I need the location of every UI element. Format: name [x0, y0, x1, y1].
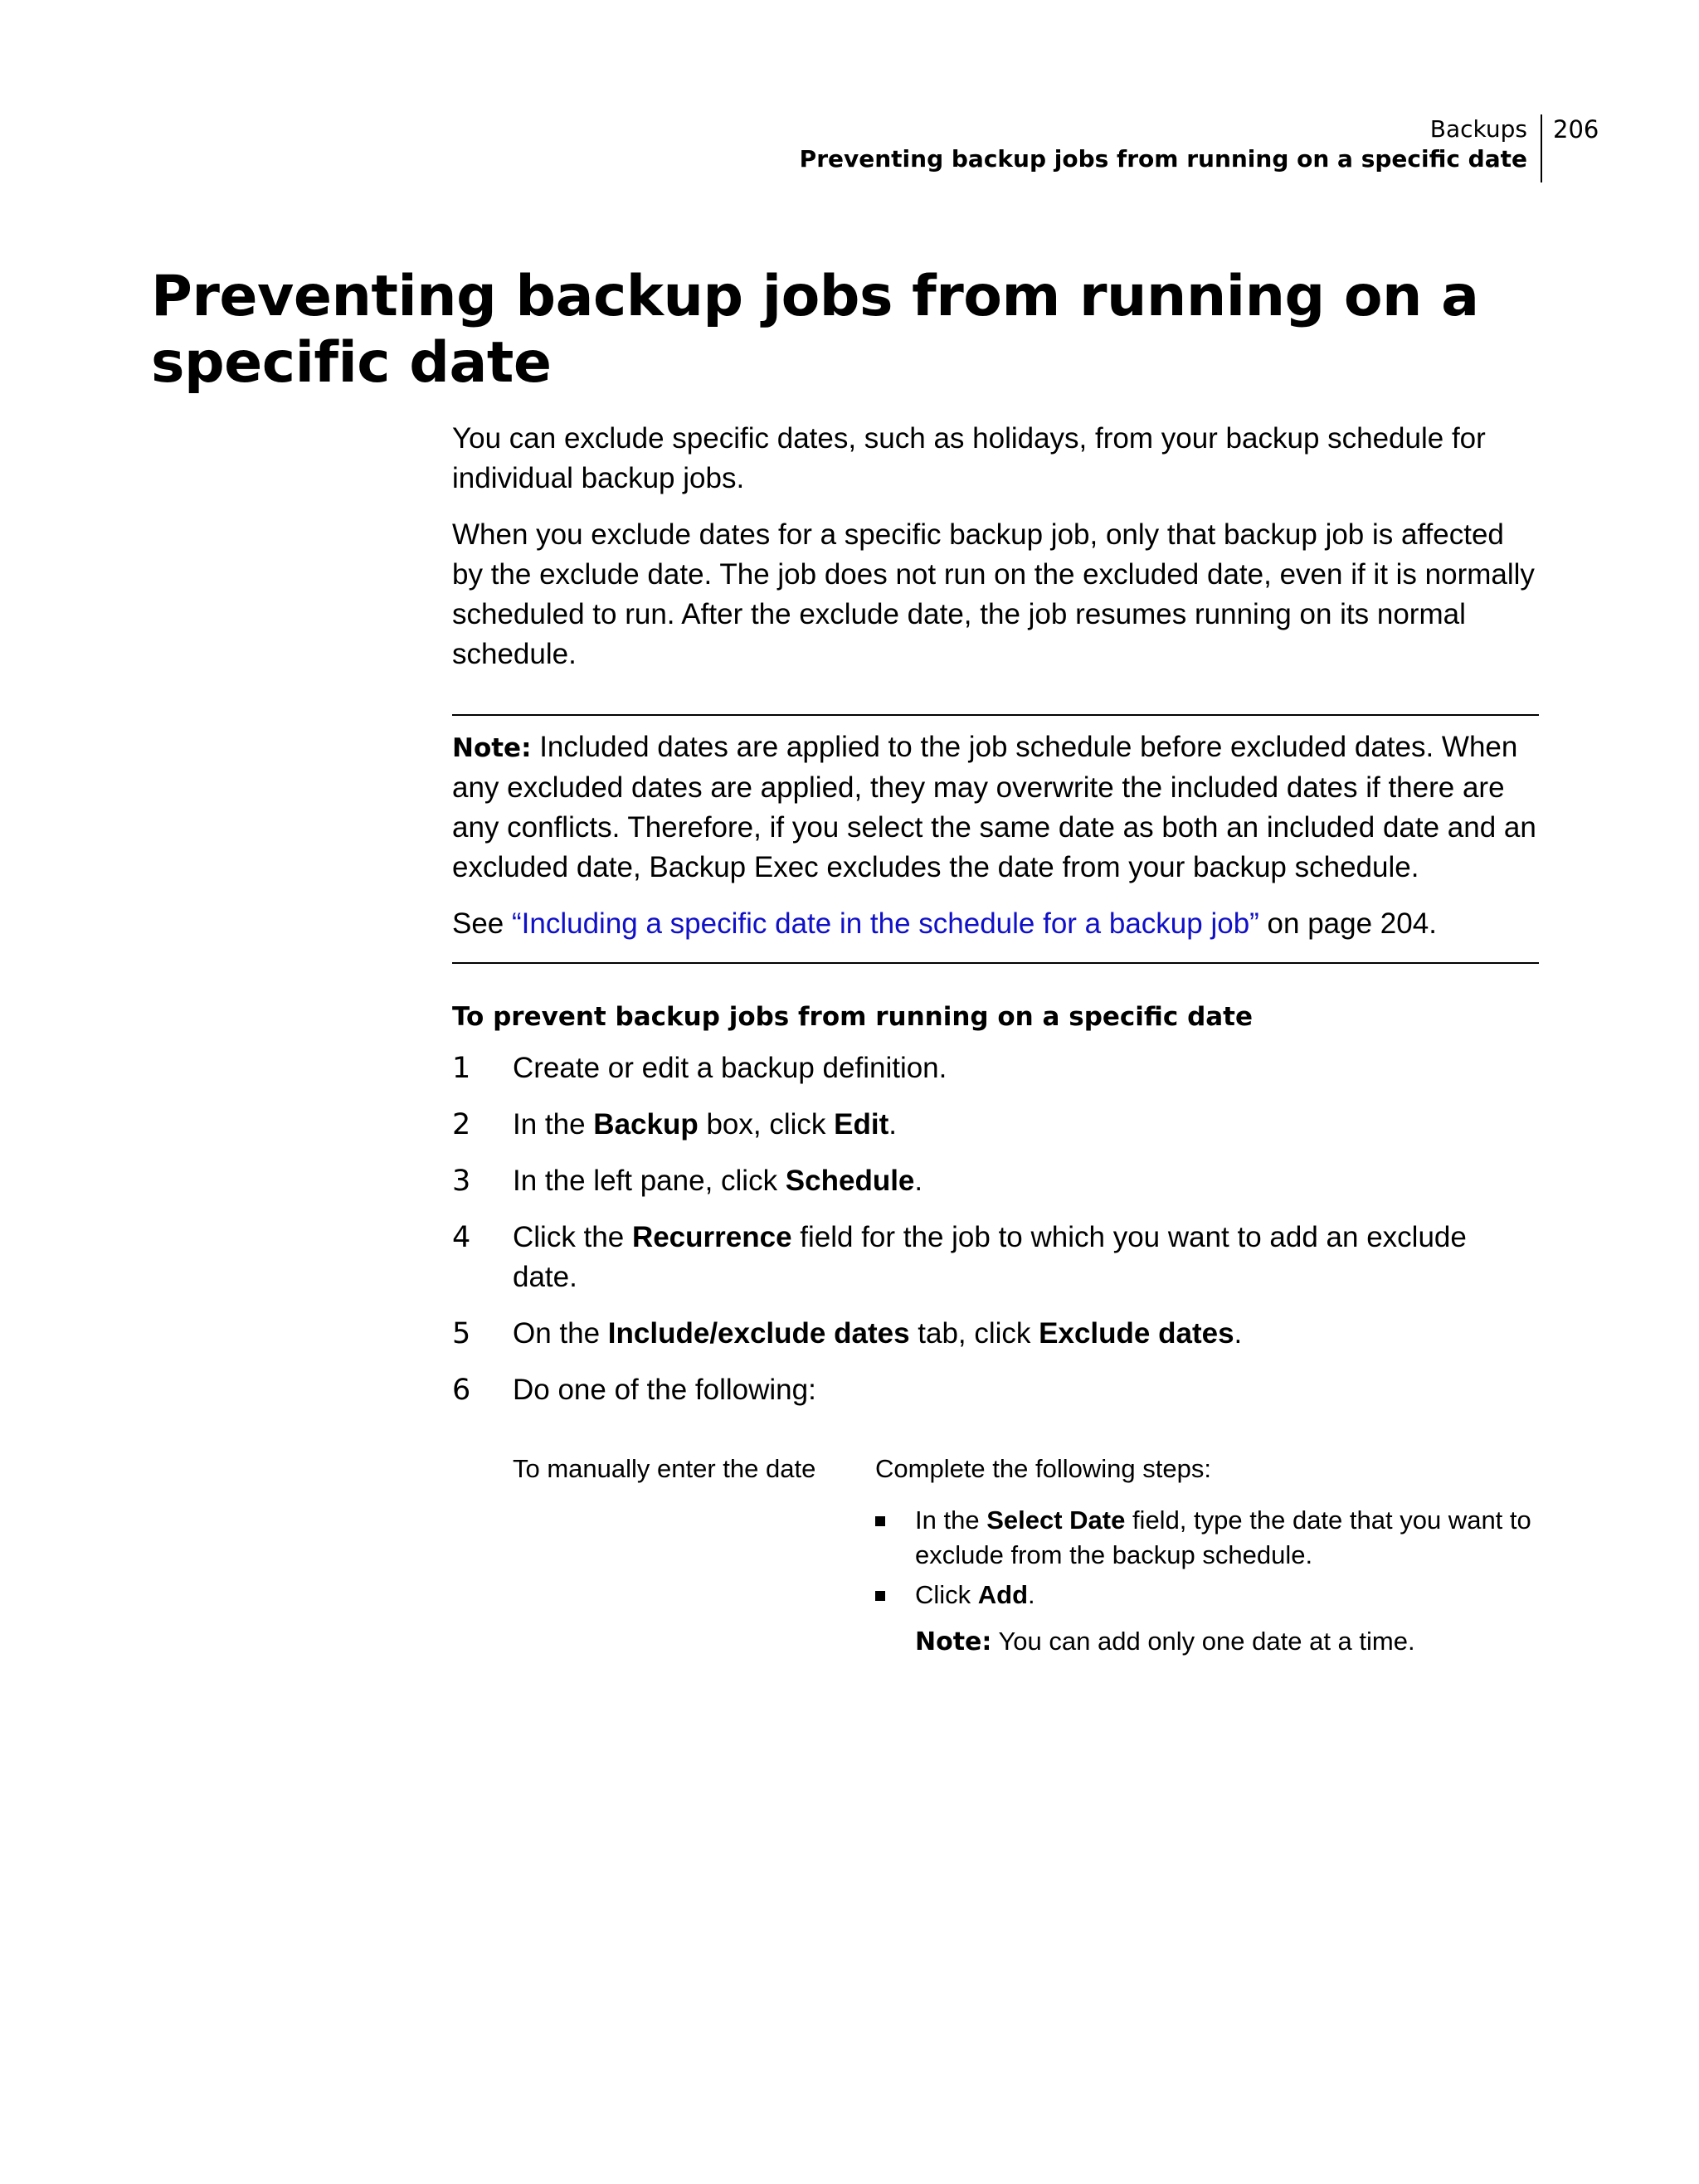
options-table — [513, 1452, 1539, 1660]
sub-note-label: Note: — [915, 1627, 992, 1656]
ui-term-edit: Edit — [834, 1108, 889, 1141]
bullet-item — [875, 1578, 1539, 1612]
running-header — [800, 114, 1542, 182]
ui-term-schedule: Schedule — [785, 1165, 915, 1197]
step-number: 3 — [452, 1165, 471, 1198]
step-4 — [452, 1218, 1539, 1297]
option-condition: To manually enter the date — [513, 1454, 816, 1483]
bullet-text: field, type the date that you want to exclude from the backup schedule. — [915, 1505, 1531, 1569]
step-text: . — [914, 1165, 923, 1197]
step-text: tab, click — [909, 1317, 1039, 1350]
note-text: Included dates are applied to the job schedule before excluded dates. When any excluded dates are applied, they may overwrite the included dates if there are any conflicts. Therefore, if you select the same date as both an included date and an excluded date, Backup Exec excludes the date from your backup schedule. — [452, 731, 1536, 883]
intro-paragraph-1: You can exclude specific dates, such as holidays, from your backup schedule for individual backup jobs. — [452, 422, 1486, 494]
note-paragraph — [452, 727, 1539, 888]
step-text: . — [1234, 1317, 1243, 1350]
procedure-steps — [452, 1048, 1539, 1410]
step-6 — [452, 1370, 1539, 1410]
sub-note-text: You can add only one date at a time. — [991, 1627, 1415, 1656]
step-number: 4 — [452, 1221, 471, 1254]
ui-term-exclude-dates: Exclude dates — [1039, 1317, 1234, 1350]
sub-note — [875, 1624, 1539, 1660]
note-label: Note: — [452, 733, 532, 763]
bullet-icon — [875, 1516, 885, 1526]
ui-term-select-date: Select Date — [986, 1505, 1126, 1535]
step-1 — [452, 1048, 1539, 1088]
step-text: In the left pane, click — [513, 1165, 786, 1197]
step-text: . — [888, 1108, 897, 1141]
bullet-text: In the — [915, 1505, 987, 1535]
ui-term-recurrence: Recurrence — [631, 1221, 792, 1253]
main-content — [452, 419, 1539, 1660]
ui-term-backup: Backup — [593, 1108, 699, 1141]
procedure-title: To prevent backup jobs from running on a specific date — [452, 1002, 1254, 1032]
page-title: Preventing backup jobs from running on a specific date — [151, 264, 1479, 396]
step-text: Do one of the following: — [513, 1374, 816, 1406]
see-prefix: See — [452, 907, 512, 940]
step-5 — [452, 1314, 1539, 1354]
step-text: box, click — [698, 1108, 835, 1141]
intro-paragraph-2: When you exclude dates for a specific backup job, only that backup job is affected by the exclude date. The job does not run on the excluded date, even if it is normally scheduled to run. After the exclude date, the job resumes running on its normal schedule. — [452, 518, 1535, 670]
cross-reference-link[interactable]: “Including a specific date in the schedule for a backup job” — [512, 907, 1259, 940]
ui-term-include-exclude-dates: Include/exclude dates — [607, 1317, 910, 1350]
ui-term-add: Add — [977, 1580, 1029, 1609]
step-text: In the — [513, 1108, 594, 1141]
step-3 — [452, 1161, 1539, 1201]
step-number: 2 — [452, 1108, 471, 1141]
step-text: Create or edit a backup definition. — [513, 1052, 947, 1084]
option-action-lead: Complete the following steps: — [875, 1454, 1211, 1483]
see-also — [452, 904, 1539, 944]
running-header-section: Backups — [1429, 115, 1527, 143]
page-number: 206 — [1553, 115, 1599, 143]
bullet-item — [875, 1503, 1539, 1573]
step-2 — [452, 1105, 1539, 1145]
step-text: Click the — [513, 1221, 632, 1253]
step-number: 1 — [452, 1052, 471, 1085]
bullet-icon — [875, 1591, 885, 1601]
bullet-text: . — [1028, 1580, 1035, 1609]
running-header-title: Preventing backup jobs from running on a specific date — [799, 145, 1527, 173]
option-action — [875, 1452, 1539, 1660]
note-box — [452, 714, 1539, 964]
see-suffix: on page 204. — [1258, 907, 1437, 940]
step-text: field for the job to which you want to add an exclude date. — [513, 1221, 1467, 1293]
step-number: 5 — [452, 1317, 471, 1350]
step-text: On the — [513, 1317, 608, 1350]
option-bullets — [875, 1503, 1539, 1612]
step-number: 6 — [452, 1374, 471, 1407]
bullet-text: Click — [915, 1580, 978, 1609]
